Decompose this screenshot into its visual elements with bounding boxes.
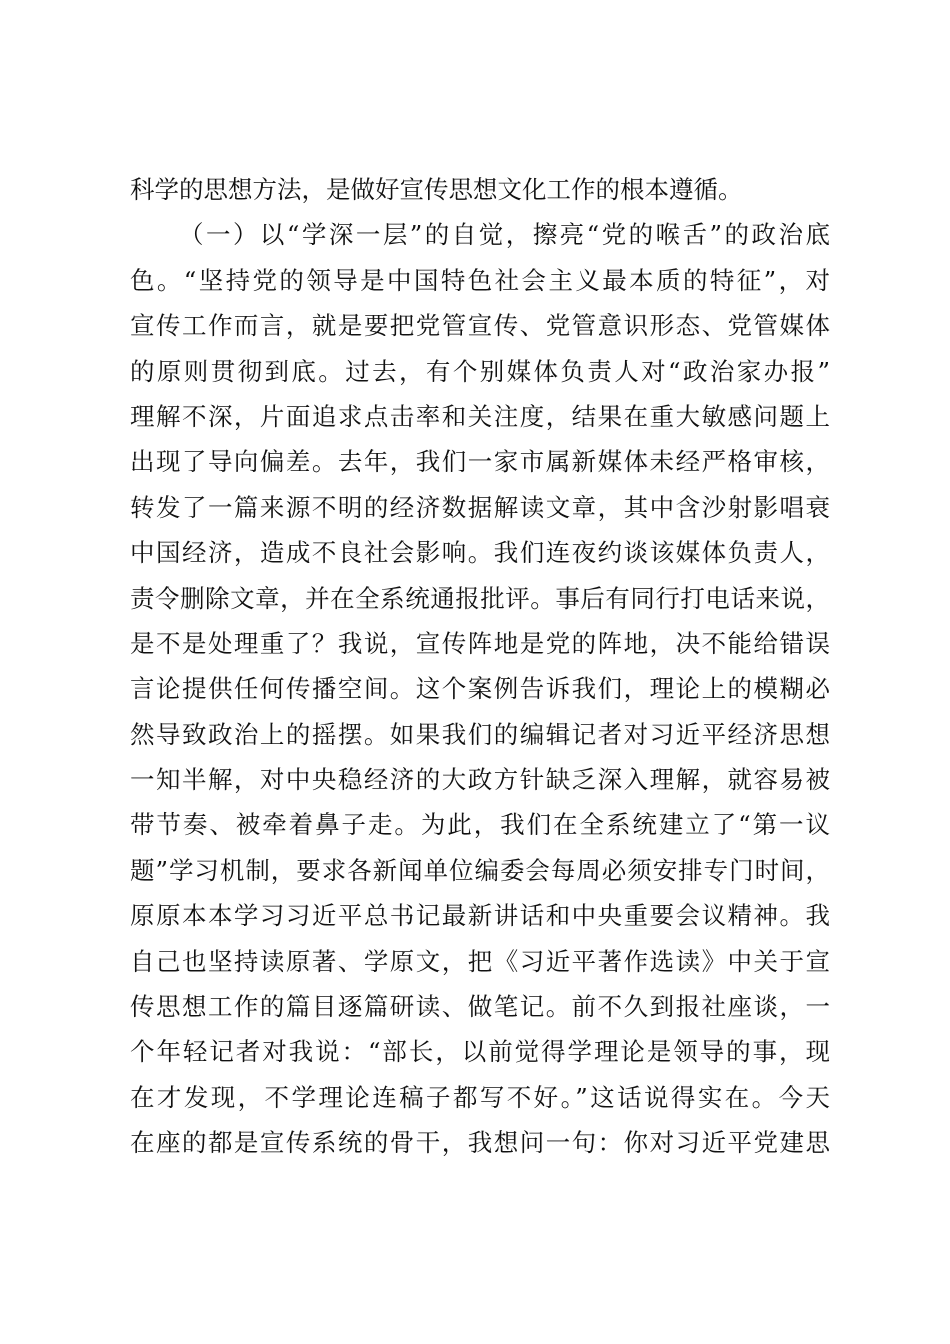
paragraph-line: 带节奏、被牵着鼻子走。为此，我们在全系统建立了“第一议 bbox=[130, 810, 830, 840]
paragraph-line: 然导致政治上的摇摆。如果我们的编辑记者对习近平经济思想 bbox=[130, 719, 830, 749]
paragraph-line: 原原本本学习习近平总书记最新讲话和中央重要会议精神。我 bbox=[130, 901, 830, 931]
section-heading-line: （一）以“学深一层”的自觉，擦亮“党的喉舌”的政治底 bbox=[179, 220, 830, 250]
paragraph-line: 言论提供任何传播空间。这个案例告诉我们，理论上的模糊必 bbox=[130, 674, 830, 704]
paragraph-line: 中国经济，造成不良社会影响。我们连夜约谈该媒体负责人， bbox=[130, 538, 830, 568]
paragraph-line: 责令删除文章，并在全系统通报批评。事后有同行打电话来说， bbox=[130, 583, 830, 613]
paragraph-line: 科学的思想方法，是做好宣传思想文化工作的根本遵循。 bbox=[130, 175, 743, 204]
paragraph-line: 理解不深，片面追求点击率和关注度，结果在重大敏感问题上 bbox=[130, 401, 830, 431]
paragraph-line: 题”学习机制，要求各新闻单位编委会每周必须安排专门时间， bbox=[130, 855, 830, 885]
paragraph-line: 自己也坚持读原著、学原文，把《习近平著作选读》中关于宣 bbox=[130, 946, 830, 976]
body-text bbox=[130, 167, 830, 1166]
paragraph-line: 宣传工作而言，就是要把党管宣传、党管意识形态、党管媒体 bbox=[130, 311, 830, 341]
paragraph-line: 色。“坚持党的领导是中国特色社会主义最本质的特征”，对 bbox=[130, 265, 830, 295]
paragraph-line: 在才发现，不学理论连稿子都写不好。”这话说得实在。今天 bbox=[130, 1082, 830, 1112]
paragraph-line: 传思想工作的篇目逐篇研读、做笔记。前不久到报社座谈，一 bbox=[130, 992, 830, 1022]
paragraph-line: 在座的都是宣传系统的骨干，我想问一句：你对习近平党建思 bbox=[130, 1128, 830, 1158]
paragraph-line: 的原则贯彻到底。过去，有个别媒体负责人对“政治家办报” bbox=[130, 356, 830, 386]
paragraph-line: 出现了导向偏差。去年，我们一家市属新媒体未经严格审核， bbox=[130, 447, 830, 477]
paragraph-line: 是不是处理重了？我说，宣传阵地是党的阵地，决不能给错误 bbox=[130, 628, 830, 658]
paragraph-line: 一知半解，对中央稳经济的大政方针缺乏深入理解，就容易被 bbox=[130, 765, 830, 795]
paragraph-line: 个年轻记者对我说：“部长，以前觉得学理论是领导的事，现 bbox=[130, 1037, 830, 1067]
paragraph-line: 转发了一篇来源不明的经济数据解读文章，其中含沙射影唱衰 bbox=[130, 492, 830, 522]
